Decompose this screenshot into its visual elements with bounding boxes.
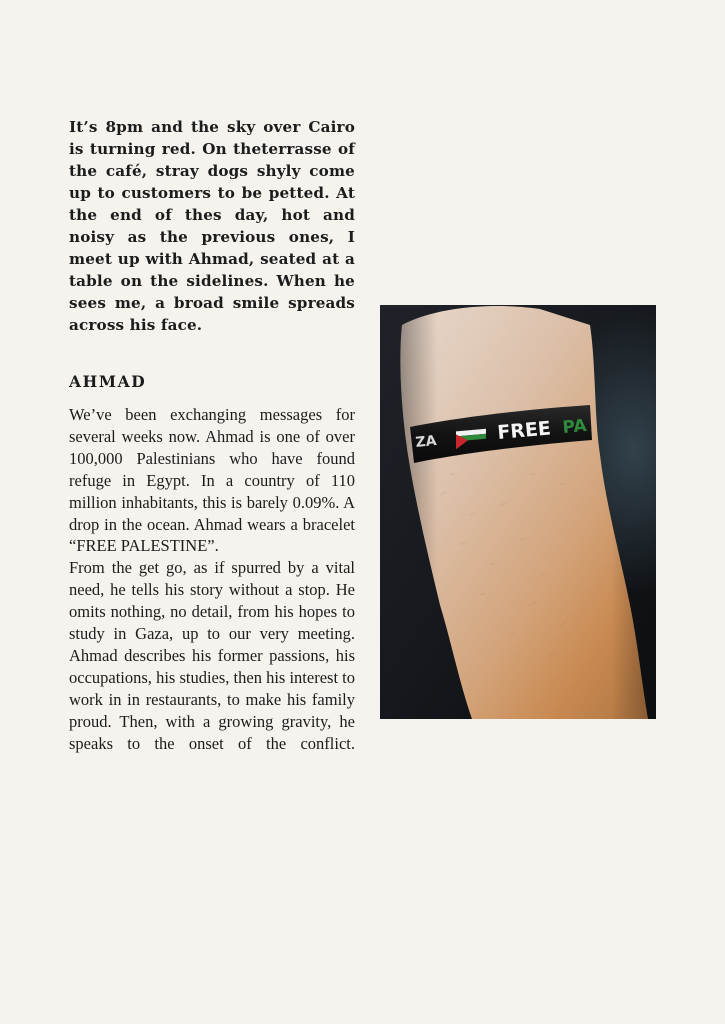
body-paragraph-1: We’ve been exchanging messages for several weeks now. Ahmad is one of over 100,000 Palestinians who have found refuge in Egypt. In a country of 110 million inhabitants, this is barely 0.09%. A drop in the ocean. Ahmad wears a bracelet “FREE PALESTINE”.: [69, 405, 355, 556]
body-paragraph-2: From the get go, as if spurred by a vital need, he tells his story without a stop. He omits nothing, no detail, from his hopes to study in Gaza, up to our very meeting. Ahmad describes his former passions, his occupations, his studies, then his interest to work in in restaurants, to make his family proud. Then, with a growing gravity, he speaks to the onset of the conflict.: [69, 558, 355, 753]
intro-paragraph: It’s 8pm and the sky over Cairo is turning red. On theterrasse of the café, stray dogs shyly come up to customers to be petted. At the end of thes day, hot and noisy as the previous ones, I meet up with Ahmad, seated at a table on the sidelines. When he sees me, a broad smile spreads across his face.: [69, 118, 355, 334]
article-body: [69, 404, 355, 755]
bracelet-text: FREE: [496, 417, 552, 444]
bracelet-photo: [380, 305, 656, 719]
arm-with-bracelet-illustration: [380, 305, 656, 719]
bracelet-text-right: PA: [561, 415, 588, 438]
bracelet-text-left: ZA: [414, 432, 438, 451]
section-heading: AHMAD: [69, 372, 147, 391]
